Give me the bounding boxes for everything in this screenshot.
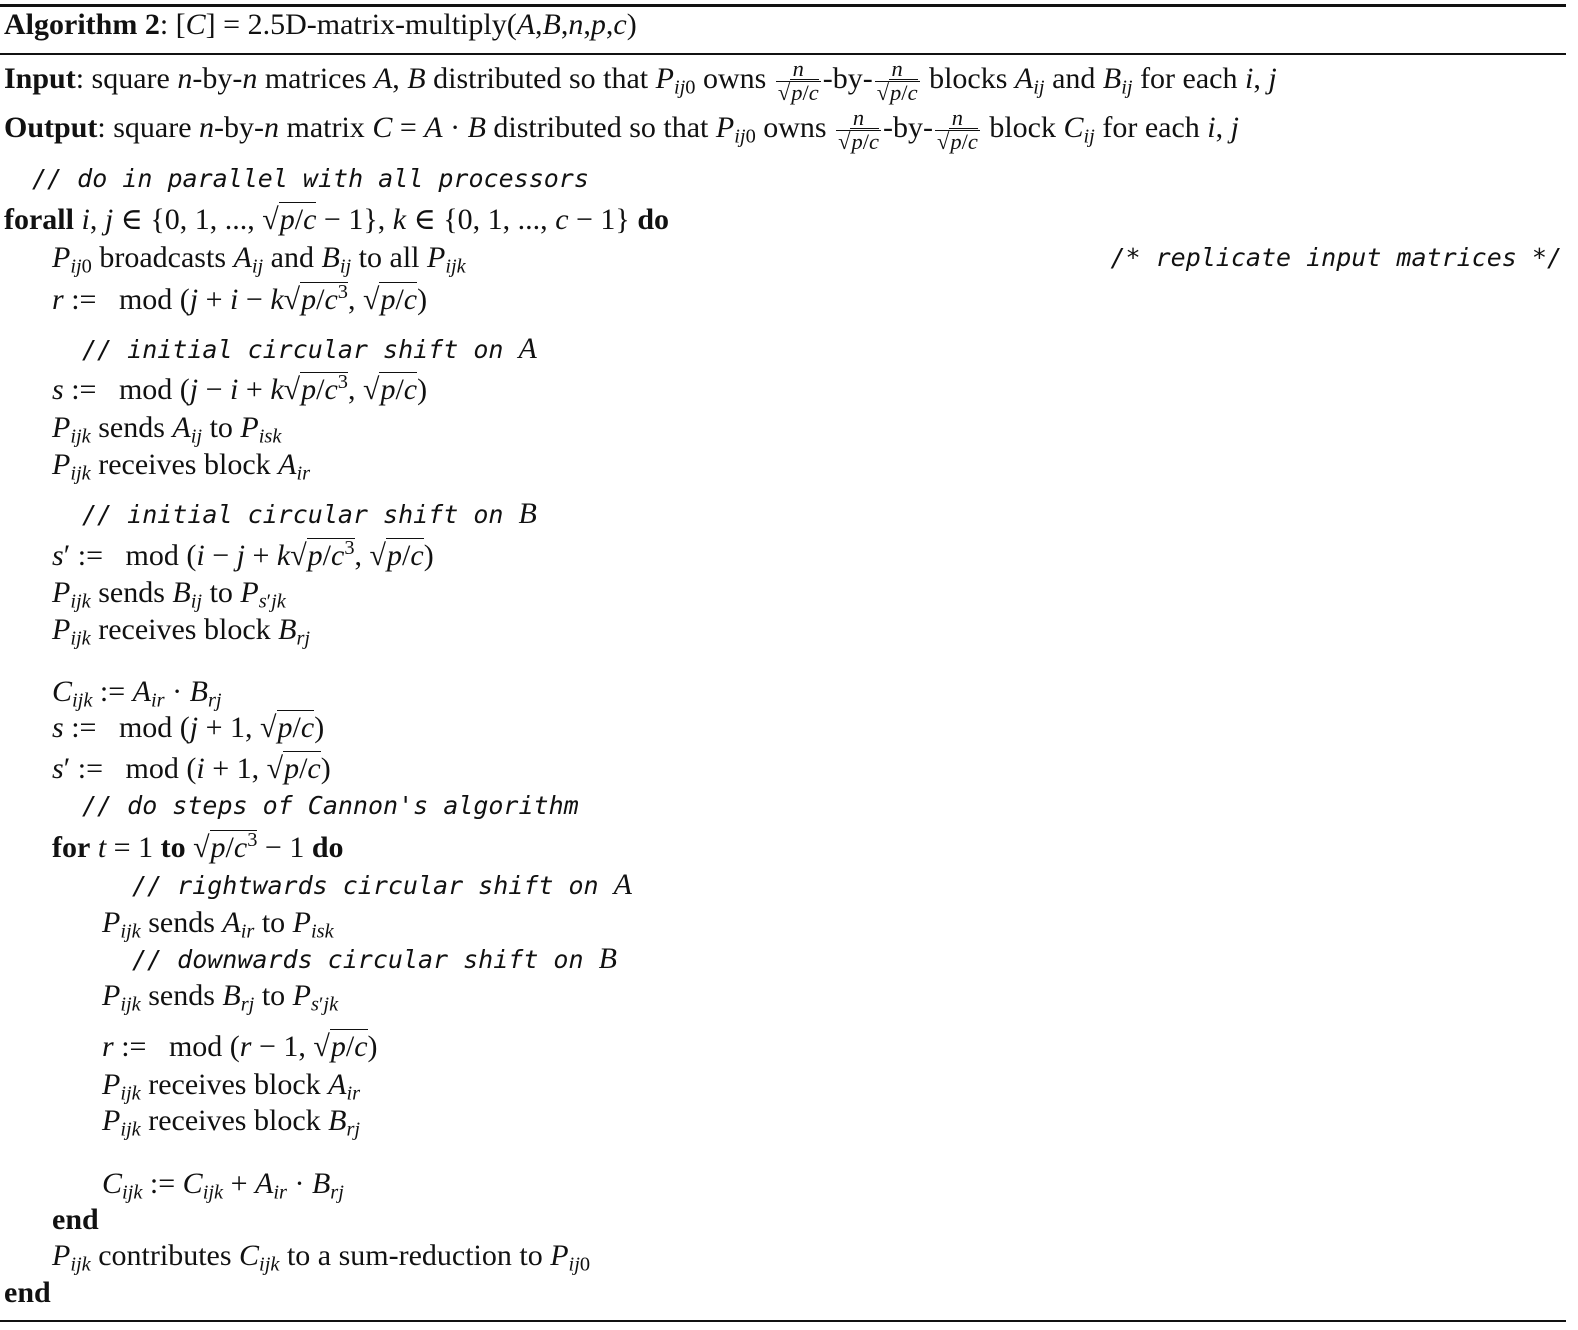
loop-send-b-line: $P_{ijk}$ sends $B_{rj}$ to $P_{s'jk}$ (102, 979, 339, 1016)
end-for: end (52, 1203, 99, 1236)
loop-recv-a-line: $P_{ijk}$ receives block $A_{ir}$ (102, 1068, 361, 1105)
loop-c-line: $C_{ijk}$ := $C_{ijk} + A_{ir} \cdot B_{rj}$ (102, 1167, 344, 1204)
end-forall: end (4, 1276, 51, 1309)
comment-right-a: // rightwards circular shift on A (132, 868, 632, 901)
loop-send-a-line: $P_{ijk}$ sends $A_{ir}$ to $P_{isk}$ (102, 906, 334, 943)
algorithm-caption: Algorithm 2: [C] = 2.5D-matrix-multiply(A,B,n,p,c) (4, 8, 637, 41)
broadcast-line: $P_{ij0}$ broadcasts $A_{ij}$ and $B_{ij}$ to all $P_{ijk}$ (52, 241, 466, 278)
comment-replicate: /* replicate input matrices */ (1110, 243, 1562, 272)
reduce-line: $P_{ijk}$ contributes $C_{ijk}$ to a sum-reduction to $P_{ij0}$ (52, 1239, 591, 1276)
output-label: Output (4, 110, 98, 144)
loop-recv-b-line: $P_{ijk}$ receives block $B_{rj}$ (102, 1104, 361, 1141)
input-line: Input: square n-by-n matrices A, B distributed so that $P_{ij0}$ owns $\frac{n}{√p/c}$ -by- $\frac{n}{√p/c}$ blocks $A_{ij}$ and $B_{ij}$ for each i, j (4, 56, 1277, 105)
comment-cannon: // do steps of Cannon's algorithm (82, 791, 579, 820)
sp-assign-line: s′ := mod ($i - j + k√p/c^3$, √p/c) (52, 536, 434, 572)
r-assign-line: r := mod ($j + i - k√p/c^3$, √p/c) (52, 280, 428, 316)
c-init-line: $C_{ijk}$ := $A_{ir} \cdot B_{rj}$ (52, 675, 222, 712)
loop-r-line: r := mod (r − 1, √p/c) (102, 1030, 378, 1063)
bottom-rule (0, 1320, 1566, 1322)
s-next-line: s := mod (j + 1, √p/c) (52, 711, 325, 744)
comment-shift-b: // initial circular shift on B (82, 497, 537, 530)
comment-parallel: // do in parallel with all processors (32, 164, 589, 193)
comment-down-b: // downwards circular shift on B (132, 942, 617, 975)
input-label: Input (4, 61, 76, 95)
top-rule (0, 4, 1566, 7)
algorithm-label: Algorithm 2 (4, 8, 160, 41)
for-loop-line: for t = 1 to $√p/c^3 - 1$ do (52, 828, 344, 864)
recv-b-line: $P_{ijk}$ receives block $B_{rj}$ (52, 613, 311, 650)
sp-next-line: s′ := mod (i + 1, √p/c) (52, 752, 331, 785)
forall-line: forall i, j ∈ {0, 1, ..., √p/c − 1}, k ∈ {0, 1, ..., c − 1} do (4, 203, 670, 236)
s-assign-line: s := mod ($j - i + k√p/c^3$, √p/c) (52, 370, 428, 406)
output-line: Output: square n-by-n matrix C = A · B distributed so that $P_{ij0}$ owns $\frac{n}{√p/c}$ -by- $\frac{n}{√p/c}$ block $C_{ij}$ for each i, j (4, 105, 1239, 154)
comment-shift-a: // initial circular shift on A (82, 332, 537, 365)
send-b-line: $P_{ijk}$ sends $B_{ij}$ to $P_{s'jk}$ (52, 576, 286, 613)
send-a-line: $P_{ijk}$ sends $A_{ij}$ to $P_{isk}$ (52, 411, 282, 448)
recv-a-line: $P_{ijk}$ receives block $A_{ir}$ (52, 448, 311, 485)
caption-rule (0, 53, 1566, 55)
